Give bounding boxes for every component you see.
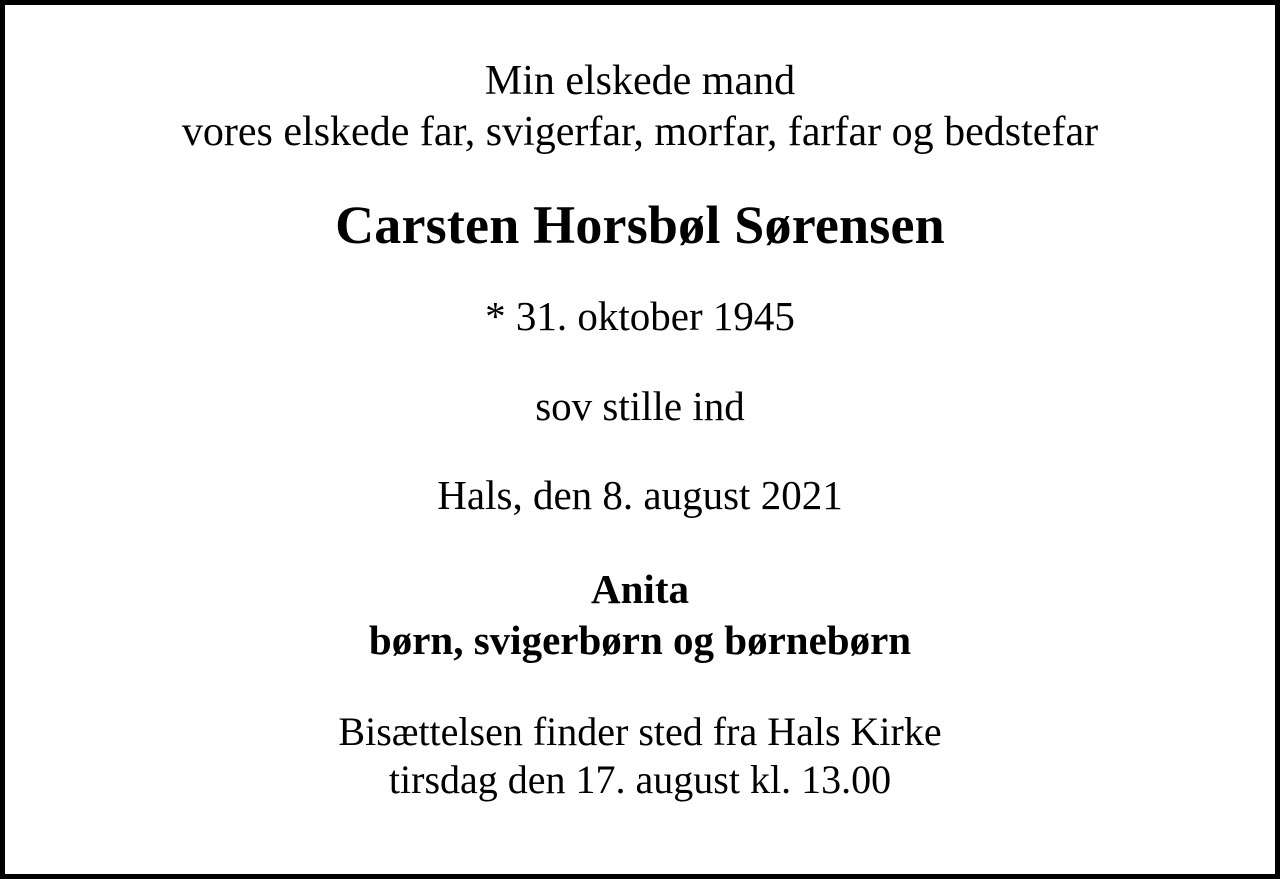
obituary-intro-line-2: vores elskede far, svigerfar, morfar, farfar og bedstefar — [181, 108, 1099, 155]
death-place-date: Hals, den 8. august 2021 — [437, 472, 843, 519]
passing-phrase: sov stille ind — [535, 382, 745, 429]
obituary-intro-line-1: Min elskede mand — [484, 58, 796, 104]
deceased-name: Carsten Horsbøl Sørensen — [335, 195, 945, 256]
funeral-details-line-2: tirsdag den 17. august kl. 13.00 — [388, 757, 892, 803]
survivors-other: børn, svigerbørn og børnebørn — [368, 617, 912, 664]
funeral-details-line-1: Bisættelsen finder sted fra Hals Kirke — [338, 708, 942, 754]
birth-date: * 31. oktober 1945 — [485, 293, 795, 340]
survivor-primary: Anita — [591, 565, 689, 612]
